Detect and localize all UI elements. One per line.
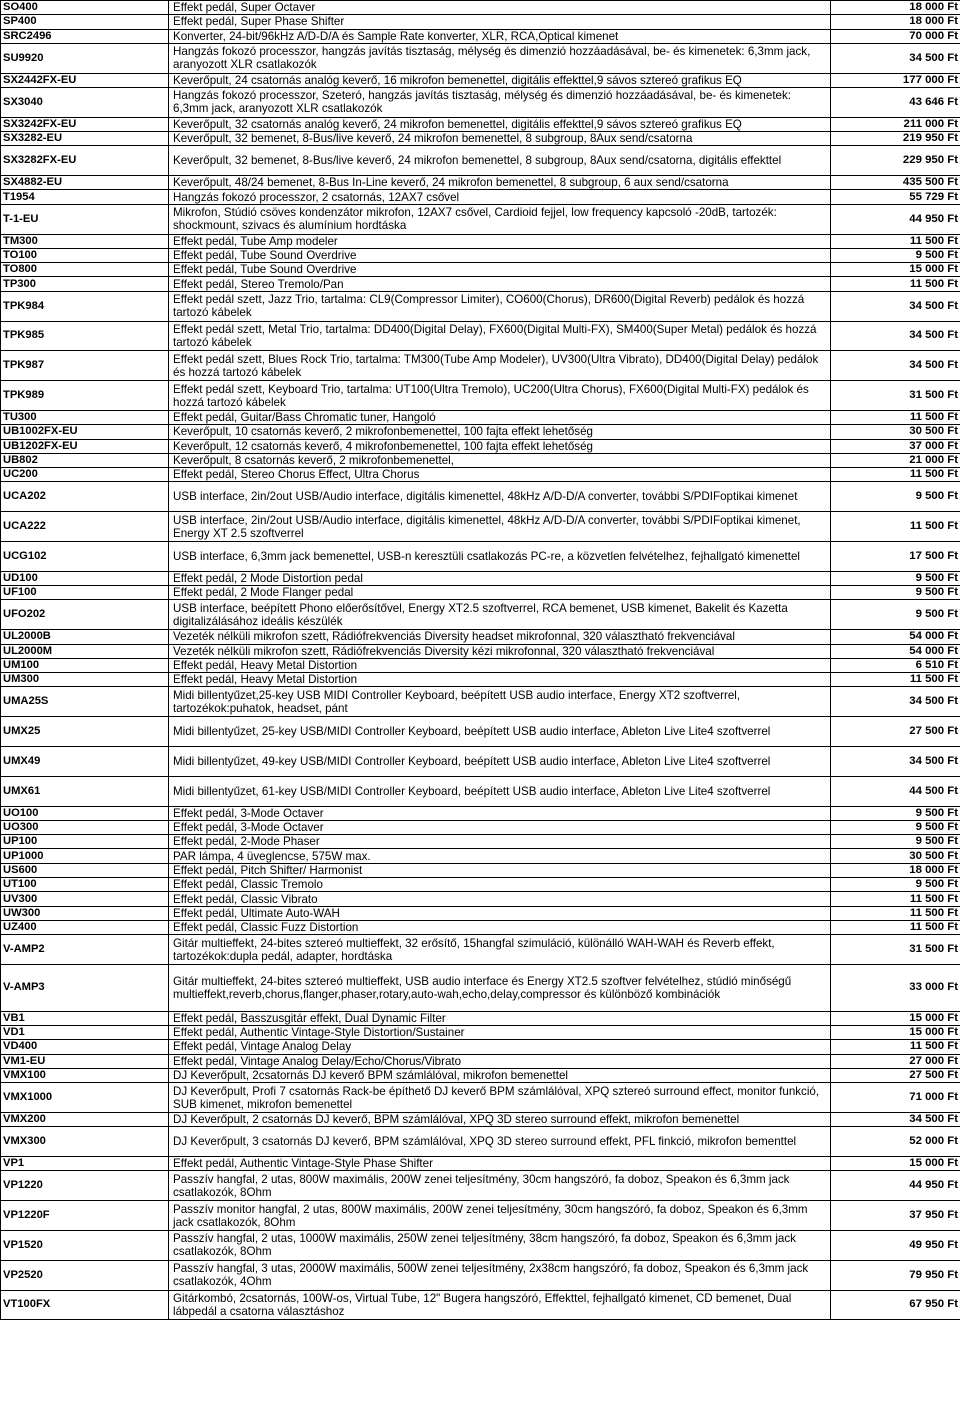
product-description: Effekt pedál, Authentic Vintage-Style Phase Shifter <box>169 1157 831 1171</box>
product-price: 79 950 Ft <box>831 1260 960 1290</box>
table-row <box>1 1230 960 1260</box>
product-price: 31 500 Ft <box>831 935 960 965</box>
product-code: SX3282FX-EU <box>1 146 169 176</box>
product-description: Effekt pedál, Authentic Vintage-Style Distortion/Sustainer <box>169 1025 831 1039</box>
product-description: Keverőpult, 32 csatornás analóg keverő, 24 mikrofon bemenettel, digitális effekttel,9 sávos sztereó grafikus EQ <box>169 117 831 131</box>
table-row <box>1 878 960 892</box>
product-description: Effekt pedál, Heavy Metal Distortion <box>169 673 831 687</box>
product-price: 15 000 Ft <box>831 1025 960 1039</box>
product-description: Keverőpult, 8 csatornás keverő, 2 mikrofonbemenettel, <box>169 453 831 467</box>
product-code: UV300 <box>1 892 169 906</box>
table-row <box>1 381 960 411</box>
table-row <box>1 291 960 321</box>
product-code: TO800 <box>1 263 169 277</box>
product-description: Effekt pedál szett, Keyboard Trio, tartalma: UT100(Ultra Tremolo), UC200(Ultra Chorus), FX600(Digital Multi-FX) pedálok és hozzá tartozó kábelek <box>169 381 831 411</box>
product-price: 34 500 Ft <box>831 291 960 321</box>
product-code: VP1220 <box>1 1171 169 1201</box>
product-description: Passzív hangfal, 2 utas, 800W maximális, 200W zenei teljesítmény, 30cm hangszóró, fa doboz, Speakon és 6,3mm jack csatlakozók, 8Ohm <box>169 1171 831 1201</box>
product-price: 52 000 Ft <box>831 1127 960 1157</box>
product-price: 49 950 Ft <box>831 1230 960 1260</box>
product-price: 18 000 Ft <box>831 15 960 29</box>
product-code: SO400 <box>1 1 169 15</box>
table-row <box>1 1290 960 1320</box>
product-code: VD400 <box>1 1040 169 1054</box>
product-code: TPK984 <box>1 291 169 321</box>
product-description: Effekt pedál, Heavy Metal Distortion <box>169 658 831 672</box>
product-code: VMX1000 <box>1 1083 169 1113</box>
product-description: Hangzás fokozó processzor, Szeteró, hangzás javítás tisztaság, mélység és dimenzió hozzáadásával, be- és kimenetek: 6,3mm jack, aranyozott XLR csatlakozók <box>169 87 831 117</box>
product-price: 54 000 Ft <box>831 630 960 644</box>
product-price: 11 500 Ft <box>831 468 960 482</box>
table-row <box>1 73 960 87</box>
product-description: Effekt pedál, 2 Mode Flanger pedal <box>169 586 831 600</box>
product-price: 219 950 Ft <box>831 132 960 146</box>
product-description: Gitár multieffekt, 24-bites sztereó multieffekt, USB audio interface és Energy XT2.5 szoftver felvételhez, stúdió minőségű multieffekt,reverb,chorus,flanger,phaser,rotary,auto-wah,echo,delay,compressor és különböző kombinációk <box>169 965 831 1012</box>
product-price: 34 500 Ft <box>831 746 960 776</box>
table-row <box>1 190 960 204</box>
table-row <box>1 571 960 585</box>
product-price: 11 500 Ft <box>831 906 960 920</box>
product-price: 43 646 Ft <box>831 87 960 117</box>
table-row <box>1 410 960 424</box>
product-description: Effekt pedál, Classic Vibrato <box>169 892 831 906</box>
product-price: 34 500 Ft <box>831 43 960 73</box>
product-code: UB802 <box>1 453 169 467</box>
table-row <box>1 146 960 176</box>
product-description: Effekt pedál, Stereo Chorus Effect, Ultra Chorus <box>169 468 831 482</box>
product-price: 44 950 Ft <box>831 1171 960 1201</box>
table-row <box>1 43 960 73</box>
product-description: PAR lámpa, 4 üveglencse, 575W max. <box>169 849 831 863</box>
product-price: 11 500 Ft <box>831 277 960 291</box>
product-code: UB1202FX-EU <box>1 439 169 453</box>
product-price: 37 950 Ft <box>831 1201 960 1231</box>
table-row <box>1 321 960 351</box>
table-row <box>1 644 960 658</box>
product-description: Hangzás fokozó processzor, 2 csatornás, 12AX7 csővel <box>169 190 831 204</box>
product-price: 30 500 Ft <box>831 849 960 863</box>
product-description: Vezeték nélküli mikrofon szett, Rádiófrekvenciás Diversity kézi mikrofonnal, 320 választható frekvenciával <box>169 644 831 658</box>
table-row <box>1 15 960 29</box>
product-description: Gitár multieffekt, 24-bites sztereó multieffekt, 32 erősítő, 15hangfal szimuláció, különálló WAH-WAH és Reverb effekt, tartozékok:dupla pedál, adapter, hordtáska <box>169 935 831 965</box>
product-code: TPK985 <box>1 321 169 351</box>
table-row <box>1 453 960 467</box>
product-price: 229 950 Ft <box>831 146 960 176</box>
product-price: 11 500 Ft <box>831 410 960 424</box>
product-code: TP300 <box>1 277 169 291</box>
product-code: UO300 <box>1 820 169 834</box>
table-row <box>1 835 960 849</box>
table-row <box>1 1040 960 1054</box>
product-code: UMX61 <box>1 776 169 806</box>
table-row <box>1 658 960 672</box>
product-description: Effekt pedál, Vintage Analog Delay/Echo/Chorus/Vibrato <box>169 1054 831 1068</box>
product-description: Konverter, 24-bit/96kHz A/D-D/A és Sample Rate konverter, XLR, RCA,Optical kimenet <box>169 29 831 43</box>
product-code: UMX49 <box>1 746 169 776</box>
product-code: VB1 <box>1 1011 169 1025</box>
table-row <box>1 849 960 863</box>
product-description: Keverőpult, 32 bemenet, 8-Bus/live keverő, 24 mikrofon bemenettel, 8 subgroup, 8Aux send/csatorna <box>169 132 831 146</box>
table-row <box>1 1201 960 1231</box>
product-code: VD1 <box>1 1025 169 1039</box>
table-row <box>1 776 960 806</box>
product-price: 33 000 Ft <box>831 965 960 1012</box>
table-row <box>1 512 960 542</box>
product-description: Midi billentyűzet, 61-key USB/MIDI Controller Keyboard, beépített USB audio interface, Ableton Live Lite4 szoftverrel <box>169 776 831 806</box>
product-price: 15 000 Ft <box>831 263 960 277</box>
product-description: Effekt pedál szett, Jazz Trio, tartalma: CL9(Compressor Limiter), CO600(Chorus), DR600(Digital Reverb) pedálok és hozzá tartozó kábelek <box>169 291 831 321</box>
product-price: 34 500 Ft <box>831 687 960 717</box>
product-code: UCG102 <box>1 542 169 572</box>
table-row <box>1 1171 960 1201</box>
product-code: V-AMP2 <box>1 935 169 965</box>
product-code: VMX300 <box>1 1127 169 1157</box>
table-row <box>1 29 960 43</box>
product-description: Passzív hangfal, 2 utas, 1000W maximális, 250W zenei teljesítmény, 38cm hangszóró, fa doboz, Speakon és 6,3mm jack csatlakozók, 8Ohm <box>169 1230 831 1260</box>
product-description: Effekt pedál, Vintage Analog Delay <box>169 1040 831 1054</box>
product-description: Effekt pedál, 3-Mode Octaver <box>169 806 831 820</box>
product-code: UW300 <box>1 906 169 920</box>
product-description: USB interface, 2in/2out USB/Audio interface, digitális kimenettel, 48kHz A/D-D/A converter, további S/PDIFoptikai kimenet, Energy XT 2.5 szoftverrel <box>169 512 831 542</box>
product-code: SP400 <box>1 15 169 29</box>
table-row <box>1 482 960 512</box>
product-price: 9 500 Ft <box>831 571 960 585</box>
table-row <box>1 965 960 1012</box>
product-code: SX4882-EU <box>1 176 169 190</box>
table-row <box>1 263 960 277</box>
product-price: 9 500 Ft <box>831 878 960 892</box>
product-code: VP1520 <box>1 1230 169 1260</box>
product-description: Midi billentyűzet, 25-key USB/MIDI Controller Keyboard, beépített USB audio interface, Ableton Live Lite4 szoftverrel <box>169 717 831 747</box>
table-row <box>1 906 960 920</box>
product-description: Effekt pedál, 3-Mode Octaver <box>169 820 831 834</box>
product-code: UMX25 <box>1 717 169 747</box>
table-row <box>1 892 960 906</box>
table-row <box>1 132 960 146</box>
product-price: 27 000 Ft <box>831 1054 960 1068</box>
table-row <box>1 117 960 131</box>
product-code: SX3040 <box>1 87 169 117</box>
product-code: TU300 <box>1 410 169 424</box>
product-description: Mikrofon, Stúdió csöves kondenzátor mikrofon, 12AX7 csővel, Cardioid fejjel, low frequency kapcsoló -20dB, tartozék: shockmount, szivacs és alumínium hordtáska <box>169 204 831 234</box>
product-price: 30 500 Ft <box>831 425 960 439</box>
product-price: 55 729 Ft <box>831 190 960 204</box>
product-price: 15 000 Ft <box>831 1157 960 1171</box>
product-description: Midi billentyűzet, 49-key USB/MIDI Controller Keyboard, beépített USB audio interface, Ableton Live Lite4 szoftverrel <box>169 746 831 776</box>
table-row <box>1 1068 960 1082</box>
product-code: US600 <box>1 863 169 877</box>
product-code: SX2442FX-EU <box>1 73 169 87</box>
table-row <box>1 176 960 190</box>
product-description: USB interface, 6,3mm jack bemenettel, USB-n keresztüli csatlakozás PC-re, a közvetlen felvételhez, fejhallgató kimenettel <box>169 542 831 572</box>
product-code: TM300 <box>1 234 169 248</box>
product-price: 70 000 Ft <box>831 29 960 43</box>
product-price: 17 500 Ft <box>831 542 960 572</box>
product-price: 435 500 Ft <box>831 176 960 190</box>
product-code: VP1 <box>1 1157 169 1171</box>
table-row <box>1 542 960 572</box>
table-row <box>1 600 960 630</box>
product-price: 18 000 Ft <box>831 1 960 15</box>
product-price: 9 500 Ft <box>831 248 960 262</box>
product-description: Keverőpult, 48/24 bemenet, 8-Bus In-Line keverő, 24 mikrofon bemenettel, 8 subgroup, 6 aux send/csatorna <box>169 176 831 190</box>
product-code: UC200 <box>1 468 169 482</box>
product-description: DJ Keverőpult, 2csatornás DJ keverő BPM számlálóval, mikrofon bemenettel <box>169 1068 831 1082</box>
table-row <box>1 87 960 117</box>
product-price: 9 500 Ft <box>831 820 960 834</box>
table-row <box>1 630 960 644</box>
product-code: VMX200 <box>1 1112 169 1126</box>
product-description: DJ Keverőpult, Profi 7 csatornás Rack-be építhető DJ keverő BPM számlálóval, XPQ sztereó surround effect, monitor funkció, SUB kimenet, mikrofon bemenettel <box>169 1083 831 1113</box>
product-description: Effekt pedál, Super Phase Shifter <box>169 15 831 29</box>
product-code: TPK987 <box>1 351 169 381</box>
table-row <box>1 820 960 834</box>
product-description: Vezeték nélküli mikrofon szett, Rádiófrekvenciás Diversity headset mikrofonnal, 320 választható frekvenciával <box>169 630 831 644</box>
product-price: 9 500 Ft <box>831 806 960 820</box>
product-description: USB interface, 2in/2out USB/Audio interface, digitális kimenettel, 48kHz A/D-D/A converter, további S/PDIFoptikai kimenet <box>169 482 831 512</box>
product-code: VP2520 <box>1 1260 169 1290</box>
table-row <box>1 746 960 776</box>
product-code: T-1-EU <box>1 204 169 234</box>
product-code: UB1002FX-EU <box>1 425 169 439</box>
product-price: 9 500 Ft <box>831 482 960 512</box>
product-description: Passzív monitor hangfal, 2 utas, 800W maximális, 200W zenei teljesítmény, 30cm hangszóró, fa doboz, Speakon és 6,3mm jack csatlakozók, 8Ohm <box>169 1201 831 1231</box>
table-row <box>1 1260 960 1290</box>
table-row <box>1 935 960 965</box>
product-code: UZ400 <box>1 920 169 934</box>
product-description: Keverőpult, 24 csatornás analóg keverő, 16 mikrofon bemenettel, digitális effekttel,9 sávos sztereó grafikus EQ <box>169 73 831 87</box>
product-description: Passzív hangfal, 3 utas, 2000W maximális, 500W zenei teljesítmény, 2x38cm hangszóró, fa doboz, Speakon és 6,3mm jack csatlakozók, 4Ohm <box>169 1260 831 1290</box>
product-price: 34 500 Ft <box>831 1112 960 1126</box>
product-description: Effekt pedál, Stereo Tremolo/Pan <box>169 277 831 291</box>
table-row <box>1 1112 960 1126</box>
product-code: UFO202 <box>1 600 169 630</box>
product-price: 44 500 Ft <box>831 776 960 806</box>
table-row <box>1 717 960 747</box>
product-description: Keverőpult, 12 csatornás keverő, 4 mikrofonbemenettel, 100 fajta effekt lehetőség <box>169 439 831 453</box>
product-price: 54 000 Ft <box>831 644 960 658</box>
product-code: UF100 <box>1 586 169 600</box>
product-price: 11 500 Ft <box>831 234 960 248</box>
product-description: DJ Keverőpult, 2 csatornás DJ keverő, BPM számlálóval, XPQ 3D stereo surround effekt, mikrofon bemenettel <box>169 1112 831 1126</box>
product-description: Effekt pedál, Super Octaver <box>169 1 831 15</box>
table-row <box>1 863 960 877</box>
product-price: 21 000 Ft <box>831 453 960 467</box>
product-code: UP100 <box>1 835 169 849</box>
product-code: TO100 <box>1 248 169 262</box>
product-code: UL2000M <box>1 644 169 658</box>
table-row <box>1 687 960 717</box>
product-description: Effekt pedál, Pitch Shifter/ Harmonist <box>169 863 831 877</box>
product-code: SX3242FX-EU <box>1 117 169 131</box>
product-code: UO100 <box>1 806 169 820</box>
table-row <box>1 1025 960 1039</box>
product-description: Keverőpult, 32 bemenet, 8-Bus/live keverő, 24 mikrofon bemenettel, 8 subgroup, 8Aux send/csatorna, digitális effekttel <box>169 146 831 176</box>
product-code: SRC2496 <box>1 29 169 43</box>
product-price: 67 950 Ft <box>831 1290 960 1320</box>
product-code: UCA202 <box>1 482 169 512</box>
product-description: Effekt pedál szett, Blues Rock Trio, tartalma: TM300(Tube Amp Modeler), UV300(Ultra Vibrato), DD400(Digital Delay) pedálok és hozzá tartozó kábelek <box>169 351 831 381</box>
product-price: 27 500 Ft <box>831 717 960 747</box>
product-description: Keverőpult, 10 csatornás keverő, 2 mikrofonbemenettel, 100 fajta effekt lehetőség <box>169 425 831 439</box>
table-row <box>1 1083 960 1113</box>
product-price: 34 500 Ft <box>831 351 960 381</box>
table-row <box>1 468 960 482</box>
product-code: UL2000B <box>1 630 169 644</box>
table-row <box>1 425 960 439</box>
product-code: VT100FX <box>1 1290 169 1320</box>
table-row <box>1 920 960 934</box>
product-description: Midi billentyűzet,25-key USB MIDI Controller Keyboard, beépített USB audio interface, Energy XT2 szoftverrel, tartozékok:puhatok, headset, pánt <box>169 687 831 717</box>
product-price: 11 500 Ft <box>831 673 960 687</box>
table-row <box>1 1 960 15</box>
product-code: TPK989 <box>1 381 169 411</box>
table-row <box>1 204 960 234</box>
table-row <box>1 1127 960 1157</box>
table-row <box>1 1054 960 1068</box>
product-description: Gitárkombó, 2csatornás, 100W-os, Virtual Tube, 12" Bugera hangszóró, Effekttel, fejhallgató kimenet, CD bemenet, Dual lábpedál a csatorna választáshoz <box>169 1290 831 1320</box>
product-description: Effekt pedál, Classic Tremolo <box>169 878 831 892</box>
product-price: 9 500 Ft <box>831 586 960 600</box>
product-price: 11 500 Ft <box>831 512 960 542</box>
product-price: 71 000 Ft <box>831 1083 960 1113</box>
table-row <box>1 806 960 820</box>
product-code: T1954 <box>1 190 169 204</box>
product-price: 31 500 Ft <box>831 381 960 411</box>
product-price: 34 500 Ft <box>831 321 960 351</box>
product-description: Hangzás fokozó processzor, hangzás javítás tisztaság, mélység és dimenzió hozzáadásával, be- és kimenetek: 6,3mm jack, aranyozott XLR csatlakozók <box>169 43 831 73</box>
product-description: Effekt pedál, 2 Mode Distortion pedal <box>169 571 831 585</box>
table-row <box>1 1157 960 1171</box>
product-price: 9 500 Ft <box>831 600 960 630</box>
product-description: USB interface, beépített Phono előerősítővel, Energy XT2.5 szoftverrel, RCA bemenet, USB kimenet, Bakelit és Kazetta digitalizálásához ideális készülék <box>169 600 831 630</box>
product-description: Effekt pedál, Guitar/Bass Chromatic tuner, Hangoló <box>169 410 831 424</box>
product-code: UCA222 <box>1 512 169 542</box>
product-price: 211 000 Ft <box>831 117 960 131</box>
product-description: Effekt pedál, Ultimate Auto-WAH <box>169 906 831 920</box>
product-code: UT100 <box>1 878 169 892</box>
table-row <box>1 277 960 291</box>
product-price: 18 000 Ft <box>831 863 960 877</box>
product-price: 177 000 Ft <box>831 73 960 87</box>
product-price: 11 500 Ft <box>831 892 960 906</box>
product-description: Effekt pedál, Basszusgitár effekt, Dual Dynamic Filter <box>169 1011 831 1025</box>
product-code: UD100 <box>1 571 169 585</box>
product-code: UM300 <box>1 673 169 687</box>
product-price: 44 950 Ft <box>831 204 960 234</box>
product-code: VMX100 <box>1 1068 169 1082</box>
product-description: Effekt pedál, 2-Mode Phaser <box>169 835 831 849</box>
product-description: DJ Keverőpult, 3 csatornás DJ keverő, BPM számlálóval, XPQ 3D stereo surround effekt, PFL finkció, mikrofon bementtel <box>169 1127 831 1157</box>
product-code: UP1000 <box>1 849 169 863</box>
table-row <box>1 234 960 248</box>
table-row <box>1 351 960 381</box>
product-code: V-AMP3 <box>1 965 169 1012</box>
product-description: Effekt pedál, Tube Sound Overdrive <box>169 263 831 277</box>
product-code: UMA25S <box>1 687 169 717</box>
table-row <box>1 1011 960 1025</box>
product-code: SX3282-EU <box>1 132 169 146</box>
table-row <box>1 673 960 687</box>
product-description: Effekt pedál, Classic Fuzz Distortion <box>169 920 831 934</box>
product-price: 11 500 Ft <box>831 1040 960 1054</box>
product-code: UM100 <box>1 658 169 672</box>
product-price: 15 000 Ft <box>831 1011 960 1025</box>
product-price: 9 500 Ft <box>831 835 960 849</box>
product-price: 11 500 Ft <box>831 920 960 934</box>
table-row <box>1 439 960 453</box>
product-description: Effekt pedál szett, Metal Trio, tartalma: DD400(Digital Delay), FX600(Digital Multi-FX), SM400(Super Metal) pedálok és hozzá tartozó kábelek <box>169 321 831 351</box>
table-row <box>1 248 960 262</box>
product-code: VP1220F <box>1 1201 169 1231</box>
table-row <box>1 586 960 600</box>
product-price: 27 500 Ft <box>831 1068 960 1082</box>
product-price: 6 510 Ft <box>831 658 960 672</box>
product-code: SU9920 <box>1 43 169 73</box>
product-description: Effekt pedál, Tube Amp modeler <box>169 234 831 248</box>
product-description: Effekt pedál, Tube Sound Overdrive <box>169 248 831 262</box>
price-list-body <box>1 1 960 1320</box>
product-code: VM1-EU <box>1 1054 169 1068</box>
product-price: 37 000 Ft <box>831 439 960 453</box>
